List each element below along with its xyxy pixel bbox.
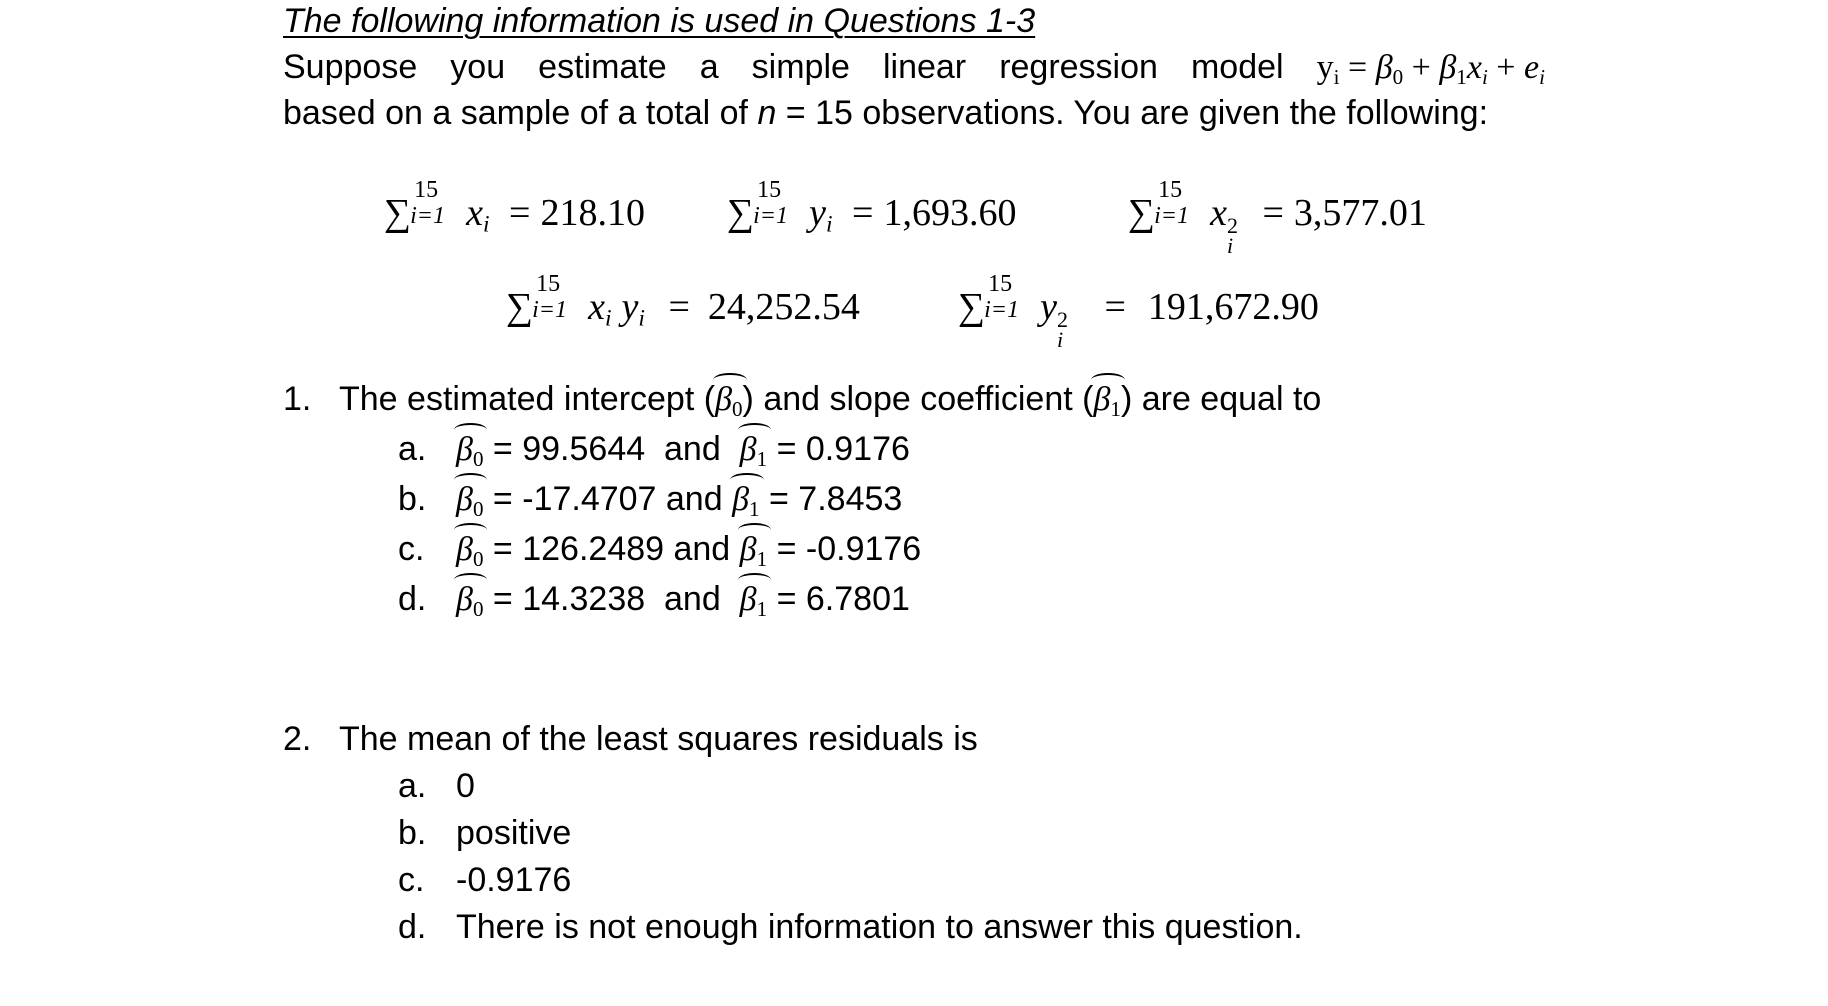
- beta-symbol: β: [715, 381, 732, 418]
- sum-y: [727, 177, 1017, 239]
- sum-upper-limit: 15: [1158, 177, 1183, 203]
- sum-var: y: [809, 192, 826, 234]
- q2-option-c[interactable]: [398, 861, 571, 900]
- sum-upper-limit: 15: [757, 177, 782, 203]
- beta-symbol: β: [732, 481, 750, 518]
- intro-line-1: [283, 48, 1545, 90]
- sum-var-sub: i: [604, 305, 612, 332]
- sum-var: x: [588, 286, 605, 328]
- eq-beta1-sub: 1: [1456, 64, 1467, 89]
- sum-y-squared: [958, 271, 1319, 352]
- sum-var-sub: i: [825, 211, 833, 238]
- beta0-hat: [456, 431, 483, 472]
- sigma-symbol: ∑: [384, 192, 411, 234]
- model-equation: [1317, 49, 1545, 90]
- eq-y: y: [1316, 49, 1334, 86]
- option-letter: a.: [398, 767, 427, 805]
- sigma-symbol: ∑: [727, 192, 754, 234]
- beta-symbol: β: [739, 431, 757, 468]
- option-text: = 126.2489 and: [483, 530, 740, 568]
- sum-var-sub: i: [482, 211, 490, 238]
- intro-word: you: [450, 48, 506, 86]
- sum-upper-limit: 15: [536, 271, 561, 297]
- beta1-hat: [732, 481, 759, 522]
- beta-sub: 1: [756, 446, 768, 471]
- option-text: = 99.5644 and: [483, 430, 740, 468]
- question-text: The estimated intercept (: [339, 380, 716, 418]
- beta-sub: 1: [756, 596, 768, 621]
- beta0-hat: [456, 531, 483, 572]
- eq-y-sub: i: [1333, 64, 1340, 89]
- intro-line-2-suffix: = 15 observations. You are given the following:: [776, 94, 1489, 132]
- option-text: = 14.3238 and: [483, 580, 740, 618]
- option-text: 0: [456, 767, 475, 805]
- beta-symbol: β: [739, 531, 757, 568]
- intro-word: linear: [882, 48, 967, 86]
- eq-e: e: [1523, 49, 1540, 86]
- sum-var: x: [466, 192, 483, 234]
- q1-option-d[interactable]: [398, 580, 910, 622]
- option-letter: c.: [398, 530, 425, 568]
- beta0-hat: [456, 581, 483, 622]
- beta-symbol: β: [739, 581, 757, 618]
- sum-equals: =: [509, 192, 531, 234]
- n-symbol: n: [757, 94, 777, 132]
- option-text: = 0.9176: [767, 430, 910, 468]
- sum-var: y: [621, 286, 639, 328]
- beta1-hat: [740, 431, 767, 472]
- eq-plus: +: [1411, 49, 1431, 86]
- beta0-hat: [715, 381, 742, 422]
- sum-x-squared-value: 3,577.01: [1293, 192, 1427, 234]
- intro-word: estimate: [538, 48, 667, 86]
- sum-xy: [506, 271, 860, 333]
- beta1-hat: [740, 531, 767, 572]
- q1-option-c[interactable]: [398, 530, 921, 572]
- option-letter: d.: [398, 908, 427, 946]
- sum-y-squared-value: 191,672.90: [1147, 286, 1319, 328]
- option-letter: c.: [398, 861, 425, 899]
- sigma-symbol: ∑: [1128, 192, 1155, 234]
- sum-var: x: [1210, 192, 1227, 234]
- beta-sub: 0: [472, 446, 484, 471]
- eq-beta1: β: [1439, 49, 1457, 86]
- intro-line-2-prefix: based on a sample of a total of: [283, 94, 758, 132]
- option-text: -0.9176: [456, 861, 572, 899]
- intro-word: model: [1190, 48, 1284, 86]
- sum-x-squared: [1128, 177, 1427, 258]
- sums-row-1: [0, 177, 1828, 258]
- eq-beta0-sub: 0: [1392, 64, 1404, 89]
- sum-lower-limit: i=1: [753, 203, 788, 229]
- sum-var-sup: 2: [1056, 307, 1068, 332]
- sum-x: [384, 177, 645, 239]
- sum-upper-limit: 15: [988, 271, 1013, 297]
- sum-x-value: 218.10: [540, 192, 645, 234]
- beta-symbol: β: [456, 531, 473, 568]
- option-text: There is not enough information to answer this question.: [456, 908, 1303, 946]
- question-number: 1.: [283, 380, 312, 418]
- beta-sub: 0: [732, 396, 743, 421]
- beta1-hat: [1093, 381, 1120, 422]
- eq-x: x: [1466, 49, 1482, 86]
- intro-line-2: [283, 94, 1545, 133]
- sum-lower-limit: i=1: [532, 297, 567, 323]
- intro-word: regression: [999, 48, 1158, 86]
- question-text: ) are equal to: [1120, 380, 1322, 418]
- q2-option-a[interactable]: [398, 767, 475, 806]
- option-text: = 7.8453: [759, 480, 903, 518]
- beta-sub: 1: [749, 496, 760, 521]
- section-heading: The following information is used in Questions 1-3: [283, 2, 1036, 40]
- eq-beta0: β: [1375, 49, 1393, 86]
- question-number: 2.: [283, 720, 312, 758]
- eq-e-sub: i: [1539, 64, 1545, 89]
- sum-equals: =: [852, 192, 874, 234]
- beta-symbol: β: [456, 481, 473, 518]
- eq-x-sub: i: [1481, 64, 1488, 89]
- option-text: positive: [456, 814, 572, 852]
- sigma-symbol: ∑: [506, 286, 533, 328]
- sum-var-sub: i: [638, 305, 645, 332]
- q2-option-d[interactable]: [398, 908, 1303, 947]
- sum-equals: =: [668, 286, 690, 328]
- beta1-hat: [740, 581, 767, 622]
- sum-y-value: 1,693.60: [883, 192, 1017, 234]
- intro-word: a: [699, 48, 719, 86]
- beta-symbol: β: [1093, 381, 1111, 418]
- sigma-symbol: ∑: [958, 286, 985, 328]
- sum-var-sub: i: [1226, 233, 1234, 258]
- question-text: ) and slope coefficient (: [742, 380, 1094, 418]
- q2-option-b[interactable]: [398, 814, 571, 853]
- sum-var-sub: i: [1056, 327, 1064, 352]
- eq-plus: +: [1496, 49, 1516, 86]
- sum-upper-limit: 15: [414, 177, 439, 203]
- option-letter: b.: [398, 814, 427, 852]
- option-letter: a.: [398, 430, 427, 468]
- intro-word: simple: [751, 48, 850, 86]
- beta-sub: 0: [472, 546, 484, 571]
- beta-symbol: β: [456, 431, 473, 468]
- beta-symbol: β: [456, 581, 473, 618]
- beta-sub: 1: [1110, 396, 1121, 421]
- sum-equals: =: [1104, 286, 1126, 328]
- sum-lower-limit: i=1: [1154, 203, 1189, 229]
- option-text: = -17.4707 and: [483, 480, 733, 518]
- sum-xy-value: 24,252.54: [707, 286, 860, 328]
- option-text: = 6.7801: [767, 580, 910, 618]
- q1-option-a[interactable]: [398, 430, 910, 472]
- beta0-hat: [456, 481, 483, 522]
- question-1: [283, 380, 1321, 422]
- intro-word: Suppose: [283, 48, 418, 86]
- option-letter: d.: [398, 580, 427, 618]
- option-text: = -0.9176: [767, 530, 922, 568]
- sum-var: y: [1040, 286, 1057, 328]
- sum-lower-limit: i=1: [984, 297, 1019, 323]
- eq-equals: =: [1348, 49, 1368, 86]
- sum-lower-limit: i=1: [410, 203, 445, 229]
- q1-option-b[interactable]: [398, 480, 902, 522]
- sum-equals: =: [1262, 192, 1284, 234]
- question-text: The mean of the least squares residuals is: [339, 720, 978, 758]
- sums-row-2: [0, 271, 1828, 352]
- beta-sub: 1: [756, 546, 768, 571]
- beta-sub: 0: [472, 596, 484, 621]
- question-2: [283, 720, 978, 759]
- beta-sub: 0: [472, 496, 484, 521]
- option-letter: b.: [398, 480, 427, 518]
- sum-var-sup: 2: [1226, 213, 1238, 238]
